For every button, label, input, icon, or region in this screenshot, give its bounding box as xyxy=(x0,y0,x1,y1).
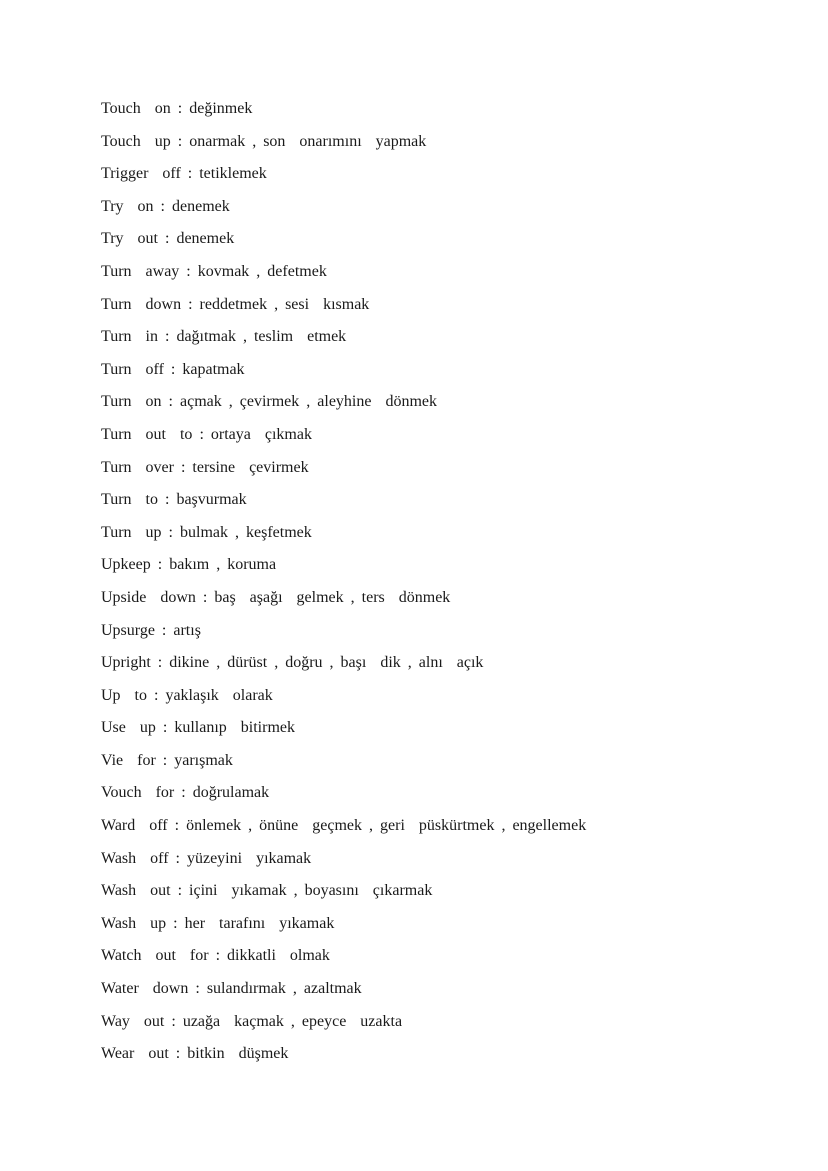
entry-separator: : xyxy=(170,132,190,150)
entry-meaning: bakım , koruma xyxy=(169,556,277,574)
entry-meaning: önlemek , önüne geçmek , geri püskürtmek , engellemek xyxy=(186,817,587,835)
list-item xyxy=(101,262,586,295)
entry-meaning: tersine çevirmek xyxy=(192,458,309,476)
list-item xyxy=(101,327,586,360)
entry-meaning: baş aşağı gelmek , ters dönmek xyxy=(214,588,451,606)
list-item xyxy=(101,588,586,621)
list-item xyxy=(101,751,586,784)
entry-separator: : xyxy=(195,588,215,606)
entry-meaning: sulandırmak , azaltmak xyxy=(206,980,362,998)
entry-term: Water down xyxy=(101,980,189,998)
entry-separator: : xyxy=(168,1045,188,1063)
entry-separator: : xyxy=(181,295,200,313)
entry-separator: : xyxy=(188,980,207,998)
entry-meaning: yaklaşık olarak xyxy=(165,686,273,704)
entry-term: Turn away xyxy=(101,262,180,280)
entry-separator: : xyxy=(164,1012,183,1030)
entry-meaning: bitkin düşmek xyxy=(187,1045,289,1063)
list-item xyxy=(101,686,586,719)
entry-term: Touch on xyxy=(101,100,171,117)
list-item xyxy=(101,99,586,132)
list-item xyxy=(101,132,586,165)
entry-term: Use up xyxy=(101,719,156,737)
entry-term: Wear out xyxy=(101,1045,169,1063)
entry-term: Up to xyxy=(101,686,147,704)
entry-separator: : xyxy=(154,621,174,639)
entry-meaning: her tarafını yıkamak xyxy=(184,914,335,932)
entry-separator: : xyxy=(170,100,190,117)
entry-separator: : xyxy=(155,751,175,769)
entry-meaning: bulmak , keşfetmek xyxy=(180,523,312,541)
entry-separator: : xyxy=(157,491,177,509)
entry-separator: : xyxy=(161,523,180,541)
list-item xyxy=(101,914,586,947)
entry-separator: : xyxy=(179,262,198,280)
entry-meaning: dikine , dürüst , doğru , başı dik , alnı açık xyxy=(169,654,484,672)
entry-term: Vie for xyxy=(101,751,156,769)
list-item xyxy=(101,849,586,882)
list-item xyxy=(101,881,586,914)
entry-term: Ward off xyxy=(101,817,168,835)
entry-term: Turn on xyxy=(101,393,162,411)
entry-separator: : xyxy=(161,393,180,411)
entry-meaning: dikkatli olmak xyxy=(227,947,330,965)
entry-separator: : xyxy=(168,849,187,867)
list-item xyxy=(101,164,586,197)
entry-separator: : xyxy=(153,197,172,215)
entry-separator: : xyxy=(150,556,170,574)
entry-separator: : xyxy=(170,882,190,900)
list-item xyxy=(101,1044,586,1077)
list-item xyxy=(101,425,586,458)
entry-separator: : xyxy=(147,686,166,704)
entry-term: Wash up xyxy=(101,914,167,932)
entry-meaning: kapatmak xyxy=(182,360,245,378)
entry-meaning: dağıtmak , teslim etmek xyxy=(176,328,347,346)
list-item xyxy=(101,490,586,523)
entry-separator: : xyxy=(150,654,170,672)
entry-term: Watch out for xyxy=(101,947,209,965)
entry-meaning: doğrulamak xyxy=(192,784,270,802)
entry-separator: : xyxy=(166,914,185,932)
entry-term: Way out xyxy=(101,1012,165,1030)
entry-term: Try on xyxy=(101,197,154,215)
entry-separator: : xyxy=(173,458,193,476)
entry-term: Turn to xyxy=(101,491,158,509)
entry-term: Turn out to xyxy=(101,425,193,443)
entry-separator: : xyxy=(208,947,228,965)
entry-term: Turn up xyxy=(101,523,162,541)
entry-meaning: denemek xyxy=(172,197,230,215)
entry-separator: : xyxy=(155,719,175,737)
entry-term: Upsurge xyxy=(101,621,155,639)
entry-term: Turn over xyxy=(101,458,174,476)
phrasal-verb-list xyxy=(101,99,586,1077)
entry-meaning: denemek xyxy=(176,230,235,248)
entry-separator: : xyxy=(163,360,183,378)
entry-meaning: başvurmak xyxy=(176,491,247,509)
entry-meaning: onarmak , son onarımını yapmak xyxy=(189,132,427,150)
entry-meaning: değinmek xyxy=(189,100,253,117)
entry-meaning: tetiklemek xyxy=(199,165,267,183)
entry-separator: : xyxy=(157,230,177,248)
entry-term: Vouch for xyxy=(101,784,175,802)
entry-meaning: içini yıkamak , boyasını çıkarmak xyxy=(189,882,433,900)
entry-term: Upside down xyxy=(101,588,196,606)
entry-meaning: açmak , çevirmek , aleyhine dönmek xyxy=(180,393,438,411)
entry-meaning: reddetmek , sesi kısmak xyxy=(199,295,370,313)
list-item xyxy=(101,458,586,491)
list-item xyxy=(101,392,586,425)
list-item xyxy=(101,783,586,816)
list-item xyxy=(101,1012,586,1045)
entry-meaning: yüzeyini yıkamak xyxy=(186,849,312,867)
list-item xyxy=(101,360,586,393)
list-item xyxy=(101,718,586,751)
entry-term: Touch up xyxy=(101,132,171,150)
entry-meaning: kullanıp bitirmek xyxy=(174,719,295,737)
entry-meaning: uzağa kaçmak , epeyce uzakta xyxy=(182,1012,403,1030)
entry-separator: : xyxy=(192,425,211,443)
entry-meaning: yarışmak xyxy=(174,751,233,769)
entry-separator: : xyxy=(180,165,200,183)
list-item xyxy=(101,621,586,654)
entry-term: Turn off xyxy=(101,360,164,378)
entry-separator: : xyxy=(167,817,187,835)
entry-meaning: ortaya çıkmak xyxy=(210,425,312,443)
list-item xyxy=(101,555,586,588)
list-item xyxy=(101,523,586,556)
entry-term: Try out xyxy=(101,230,158,248)
list-item xyxy=(101,816,586,849)
list-item xyxy=(101,653,586,686)
list-item xyxy=(101,229,586,262)
entry-term: Upkeep xyxy=(101,556,151,574)
entry-term: Wash out xyxy=(101,882,171,900)
entry-separator: : xyxy=(157,328,177,346)
entry-term: Upright xyxy=(101,654,151,672)
entry-term: Turn in xyxy=(101,328,158,346)
list-item xyxy=(101,295,586,328)
entry-term: Turn down xyxy=(101,295,182,313)
entry-meaning: kovmak , defetmek xyxy=(197,262,327,280)
entry-term: Wash off xyxy=(101,849,169,867)
list-item xyxy=(101,979,586,1012)
entry-term: Trigger off xyxy=(101,165,181,183)
list-item xyxy=(101,197,586,230)
list-item xyxy=(101,946,586,979)
entry-meaning: artış xyxy=(173,621,201,639)
entry-separator: : xyxy=(174,784,193,802)
